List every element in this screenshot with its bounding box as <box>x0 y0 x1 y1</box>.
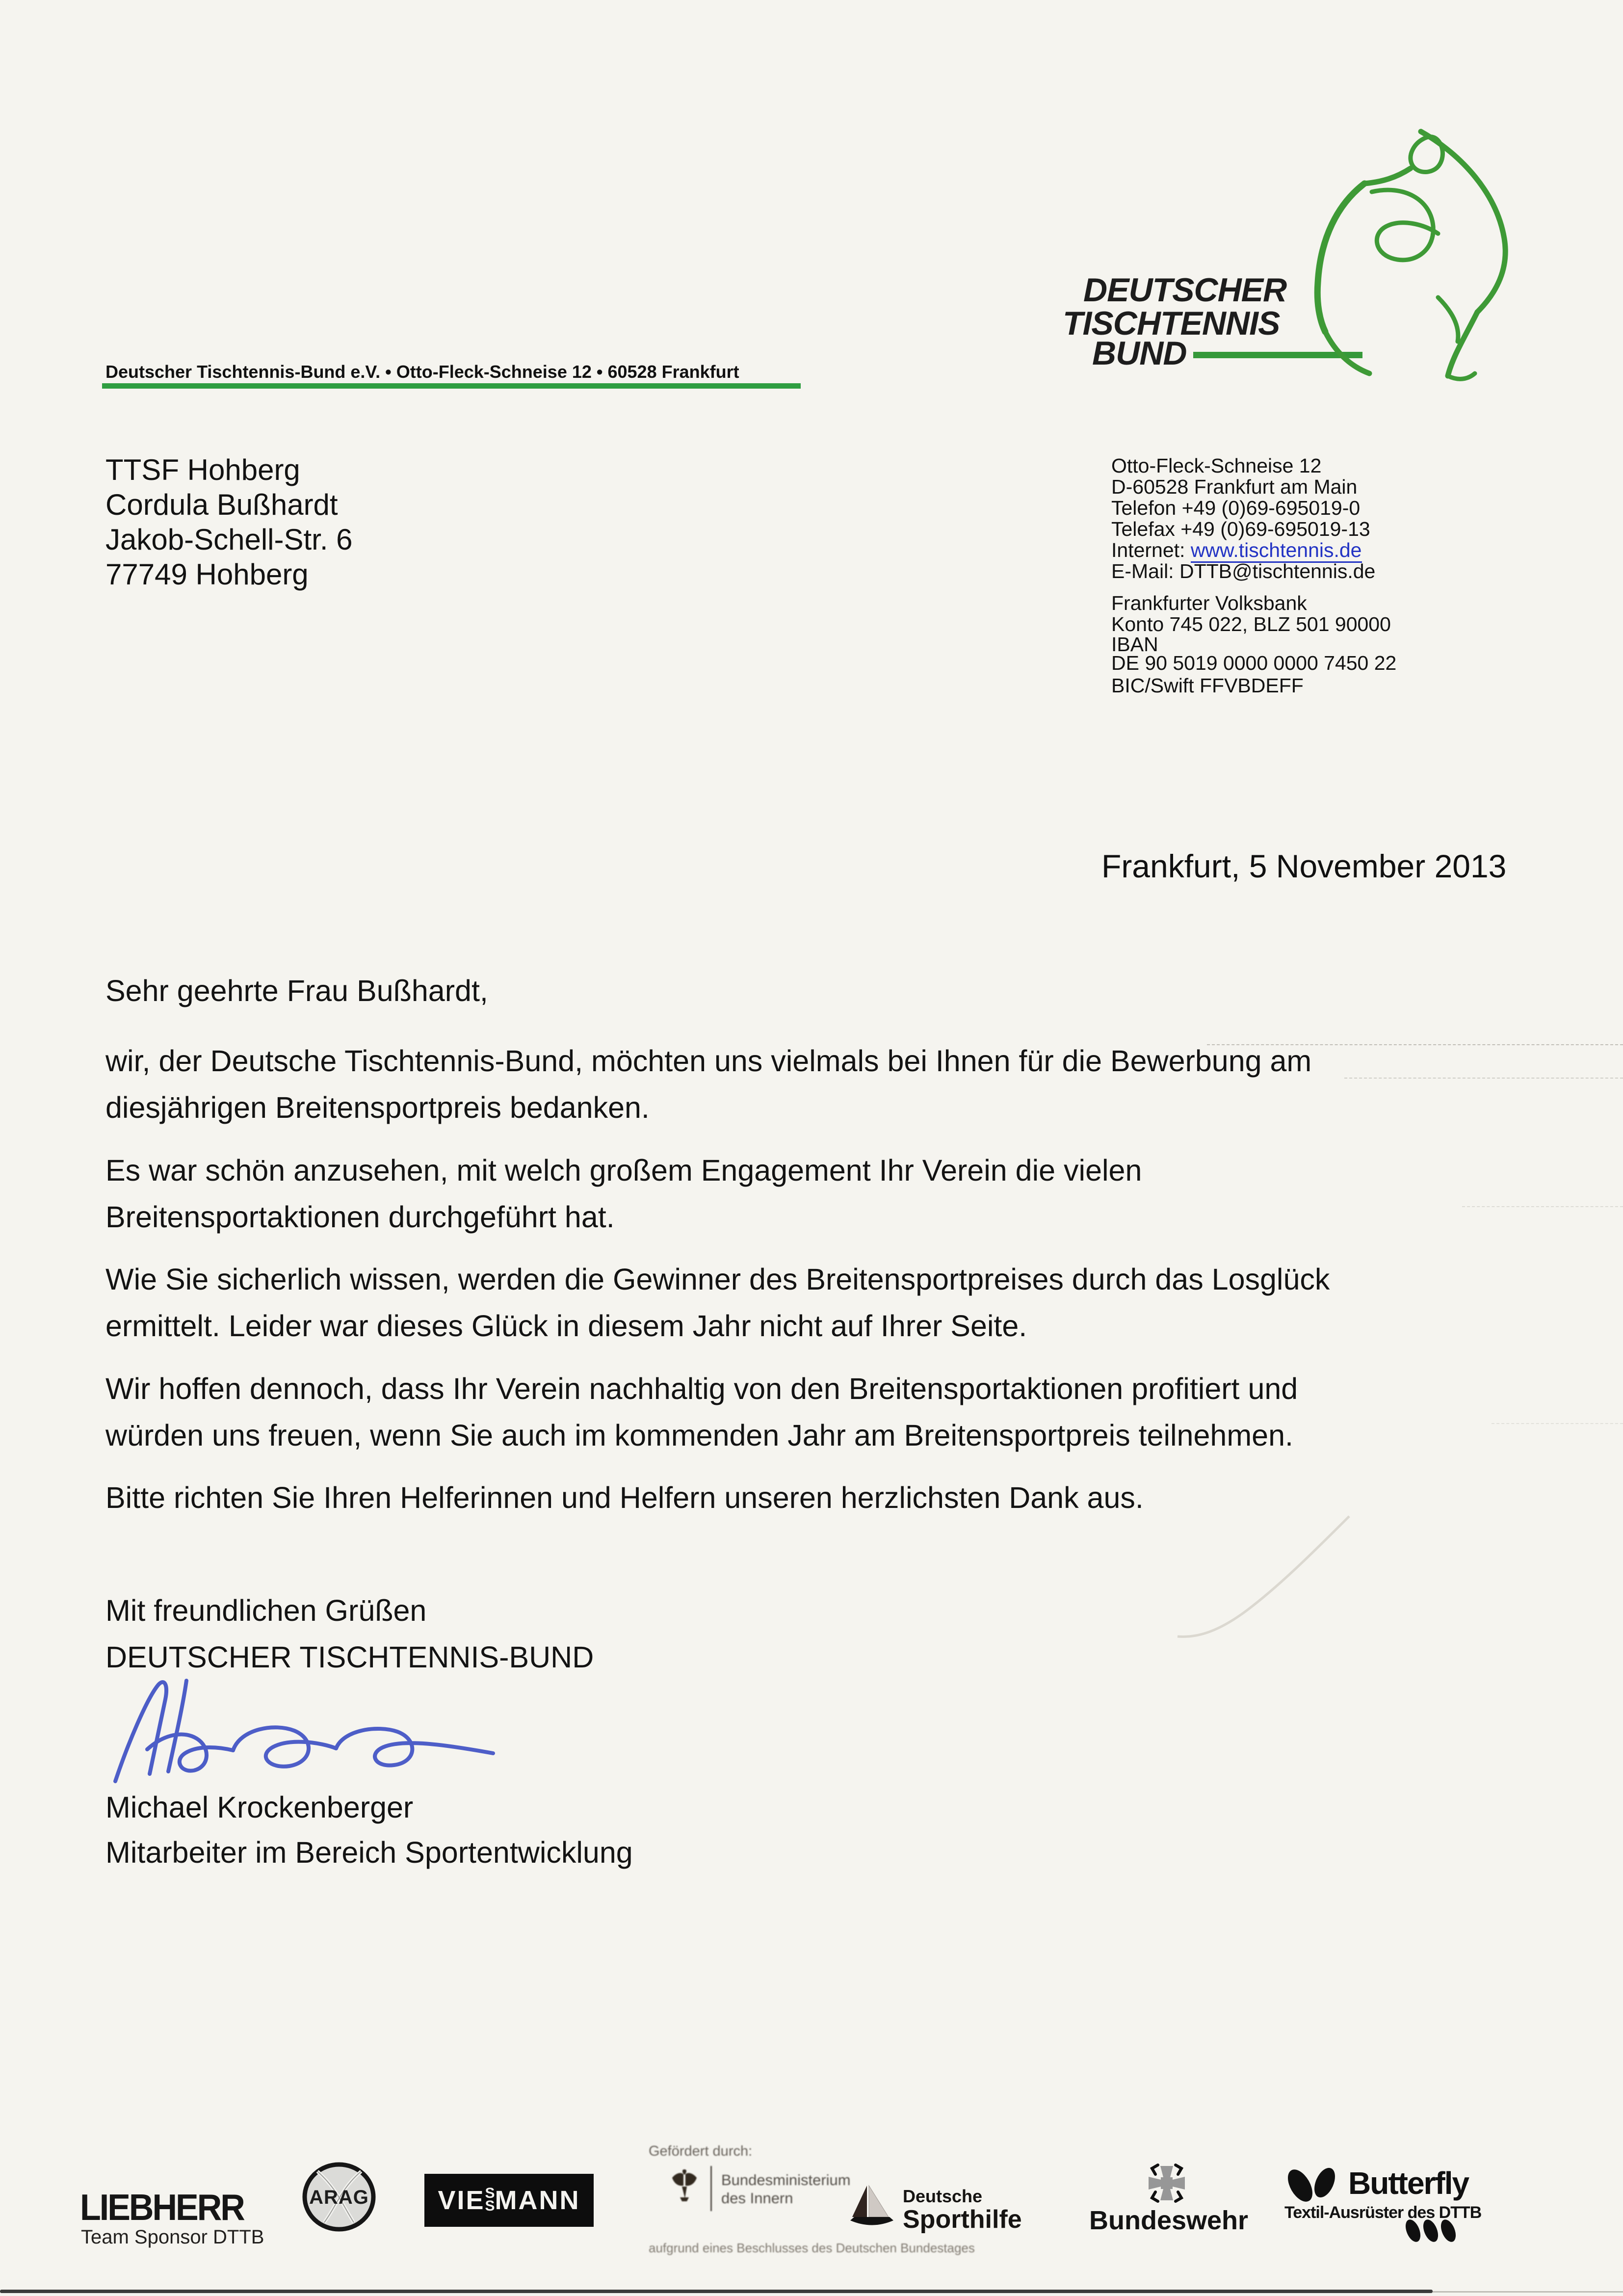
butterfly-leaves-icon <box>1398 2217 1462 2244</box>
liebherr-tagline: Team Sponsor DTTB <box>81 2226 264 2248</box>
bundeswehr-cross-icon <box>1144 2162 1189 2204</box>
funded-by-note: aufgrund eines Beschlusses des Deutschen Bundestages <box>649 2241 975 2255</box>
sporthilfe-logo-line: Sporthilfe <box>903 2205 1022 2234</box>
internet-label: Internet: <box>1111 539 1191 561</box>
signer-name: Michael Krockenberger <box>105 1791 414 1824</box>
paragraph <box>105 1475 1144 1521</box>
bank-line: Konto 745 022, BLZ 501 90000 <box>1111 613 1391 635</box>
sender-green-rule <box>102 383 801 389</box>
table-tennis-player-icon <box>1290 125 1521 393</box>
federal-eagle-icon <box>670 2168 699 2203</box>
bank-line: IBAN <box>1111 633 1158 656</box>
sporthilfe-logo-line: Deutsche <box>903 2186 983 2206</box>
contact-line: Otto-Fleck-Schneise 12 <box>1111 454 1322 477</box>
viessmann-logo-text <box>438 2187 580 2214</box>
ministry-text-block <box>721 2171 851 2207</box>
bank-line: BIC/Swift FFVBDEFF <box>1111 674 1304 697</box>
scan-fold-line <box>1462 1206 1623 1207</box>
ministry-divider <box>710 2166 712 2211</box>
paragraph-line: Wir hoffen dennoch, dass Ihr Verein nachhaltig von den Breitensportaktionen profitiert und <box>105 1372 1298 1405</box>
bank-line: DE 90 5019 0000 0000 7450 22 <box>1111 652 1397 674</box>
closing-line: Mit freundlichen Grüßen <box>105 1594 427 1627</box>
viessmann-post: MANN <box>495 2186 580 2215</box>
scanner-edge-line <box>0 2290 1433 2293</box>
viessmann-pre: VIE <box>438 2186 485 2215</box>
scan-fold-line <box>1207 1044 1623 1045</box>
paragraph-line: Es war schön anzusehen, mit welch großem Engagement Ihr Verein die vielen <box>105 1154 1142 1187</box>
contact-line: Telefax +49 (0)69-695019-13 <box>1111 518 1370 540</box>
recipient-line: TTSF Hohberg <box>105 453 300 486</box>
bank-line: Frankfurter Volksbank <box>1111 592 1307 614</box>
liebherr-logo: LIEBHERR <box>80 2187 244 2228</box>
sporthilfe-sail-icon <box>847 2183 896 2232</box>
date-line: Frankfurt, 5 November 2013 <box>1101 848 1507 884</box>
sender-return-address: Deutscher Tischtennis-Bund e.V. • Otto-Fleck-Schneise 12 • 60528 Frankfurt <box>105 362 739 382</box>
scan-fold-line <box>1344 1078 1623 1079</box>
scan-fold-line <box>1492 1423 1623 1424</box>
logo-text-line: BUND <box>1092 335 1187 372</box>
bundeswehr-logo-text: Bundeswehr <box>1089 2206 1249 2235</box>
paragraph <box>105 1366 1298 1459</box>
arag-logo <box>302 2162 376 2233</box>
closing-block <box>105 1587 594 1681</box>
salutation: Sehr geehrte Frau Bußhardt, <box>105 974 488 1007</box>
signer-role: Mitarbeiter im Bereich Sportentwicklung <box>105 1836 633 1869</box>
viessmann-s-bottom: S <box>485 2198 495 2214</box>
paragraph-line: Bitte richten Sie Ihren Helferinnen und Helfern unseren herzlichsten Dank aus. <box>105 1481 1144 1514</box>
contact-internet-line <box>1111 540 1396 561</box>
paragraph-line: diesjährigen Breitensportpreis bedanken. <box>105 1091 650 1124</box>
ministry-line: Bundesministerium <box>721 2171 851 2189</box>
logo-text-line: TISCHTENNIS <box>1063 305 1280 342</box>
arag-logo-text: ARAG <box>309 2187 369 2208</box>
contact-info-block <box>1111 455 1396 696</box>
funded-by-label: Gefördert durch: <box>649 2143 753 2159</box>
recipient-line: Cordula Bußhardt <box>105 488 338 521</box>
paragraph-line: ermittelt. Leider war dieses Glück in diesem Jahr nicht auf Ihrer Seite. <box>105 1309 1027 1343</box>
ministry-line: des Innern <box>721 2190 793 2207</box>
contact-line: Telefon +49 (0)69-695019-0 <box>1111 497 1361 519</box>
recipient-line: 77749 Hohberg <box>105 558 309 591</box>
logo-text-line: DEUTSCHER <box>1083 271 1287 309</box>
paragraph <box>105 1038 1311 1131</box>
scan-crease-mark <box>1168 1511 1354 1649</box>
org-name-line: DEUTSCHER TISCHTENNIS-BUND <box>105 1640 594 1674</box>
paragraph <box>105 1256 1330 1349</box>
recipient-line: Jakob-Schell-Str. 6 <box>105 523 353 556</box>
butterfly-logo-text: Butterfly <box>1348 2165 1469 2201</box>
scanner-edge-line <box>1433 2291 1623 2293</box>
paragraph-line: Breitensportaktionen durchgeführt hat. <box>105 1200 615 1234</box>
paragraph <box>105 1147 1142 1240</box>
website-link[interactable]: www.tischtennis.de <box>1191 539 1362 563</box>
contact-email-line: E-Mail: DTTB@tischtennis.de <box>1111 560 1376 582</box>
contact-line: D-60528 Frankfurt am Main <box>1111 475 1358 498</box>
butterfly-wings-icon <box>1284 2165 1343 2204</box>
viessmann-logo <box>424 2174 594 2227</box>
signature-scribble <box>101 1676 508 1789</box>
paragraph-line: Wie Sie sicherlich wissen, werden die Gewinner des Breitensportpreises durch das Losglück <box>105 1263 1330 1296</box>
recipient-address-block <box>105 452 353 592</box>
butterfly-tagline: Textil-Ausrüster des DTTB <box>1284 2203 1482 2222</box>
paragraph-line: würden uns freuen, wenn Sie auch im kommenden Jahr am Breitensportpreis teilnehmen. <box>105 1419 1293 1452</box>
viessmann-s-top: S <box>485 2185 495 2201</box>
paragraph-line: wir, der Deutsche Tischtennis-Bund, möchten uns vielmals bei Ihnen für die Bewerbung am <box>105 1044 1312 1078</box>
